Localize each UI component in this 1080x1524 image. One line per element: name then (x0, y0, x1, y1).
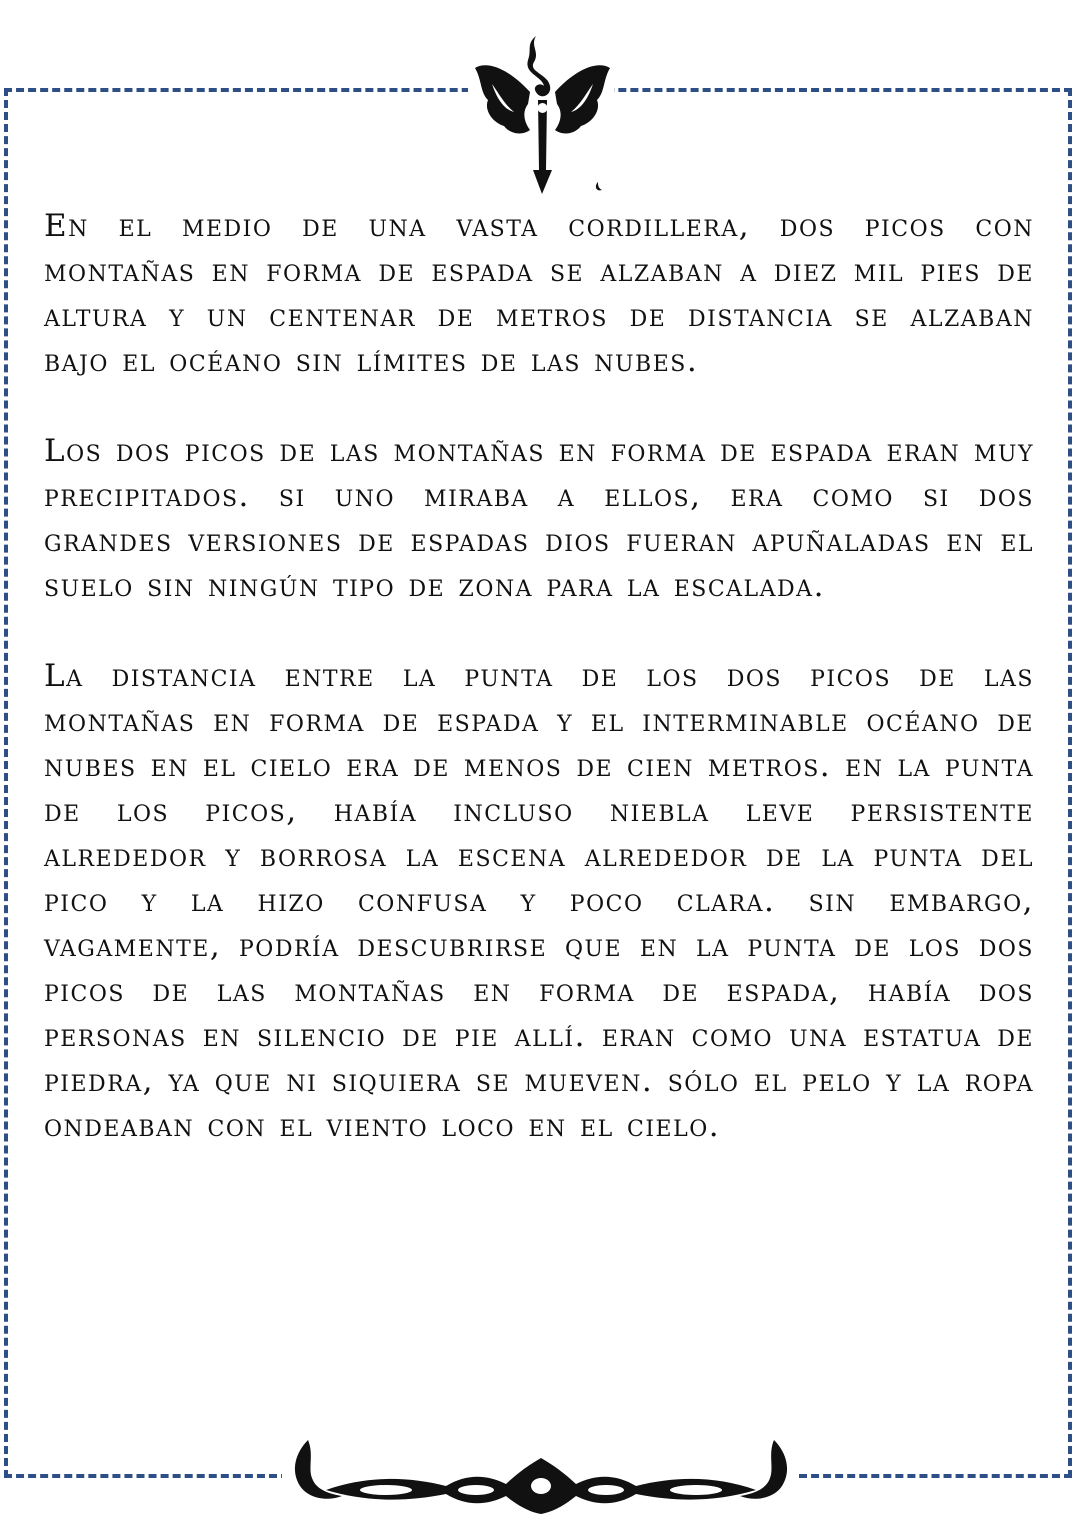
story-text-block (44, 204, 1034, 1194)
paragraph-2: Los dos picos de las montañas en forma de espada eran muy precipitados. si uno miraba a ellos, era como si dos grandes versiones de espadas dios fueran apuñaladas en el suelo sin ningún tipo de zona para la escalada. (44, 433, 1034, 604)
paragraph-1: En el medio de una vasta cordillera, dos picos con montañas en forma de espada se alzaban a diez mil pies de altura y un centenar de metros de distancia se alzaban bajo el océano sin límites de las nubes. (44, 208, 1034, 379)
tribal-flourish-icon (286, 1436, 796, 1514)
dragon-emblem-icon (470, 30, 615, 200)
paragraph-3: La distancia entre la punta de los dos picos de las montañas en forma de espada y el interminable océano de nubes en el cielo era de menos de cien metros. en la punta de los picos, había incluso niebla leve persistente alrededor y borrosa la escena alrededor de la punta del pico y la hizo confusa y poco clara. sin embargo, vagamente, podría descubrirse que en la punta de los dos picos de las montañas en forma de espada, había dos personas en silencio de pie allí. eran como una estatua de piedra, ya que ni siquiera se mueven. sólo el pelo y la ropa ondeaban con el viento loco en el cielo. (44, 658, 1034, 1144)
